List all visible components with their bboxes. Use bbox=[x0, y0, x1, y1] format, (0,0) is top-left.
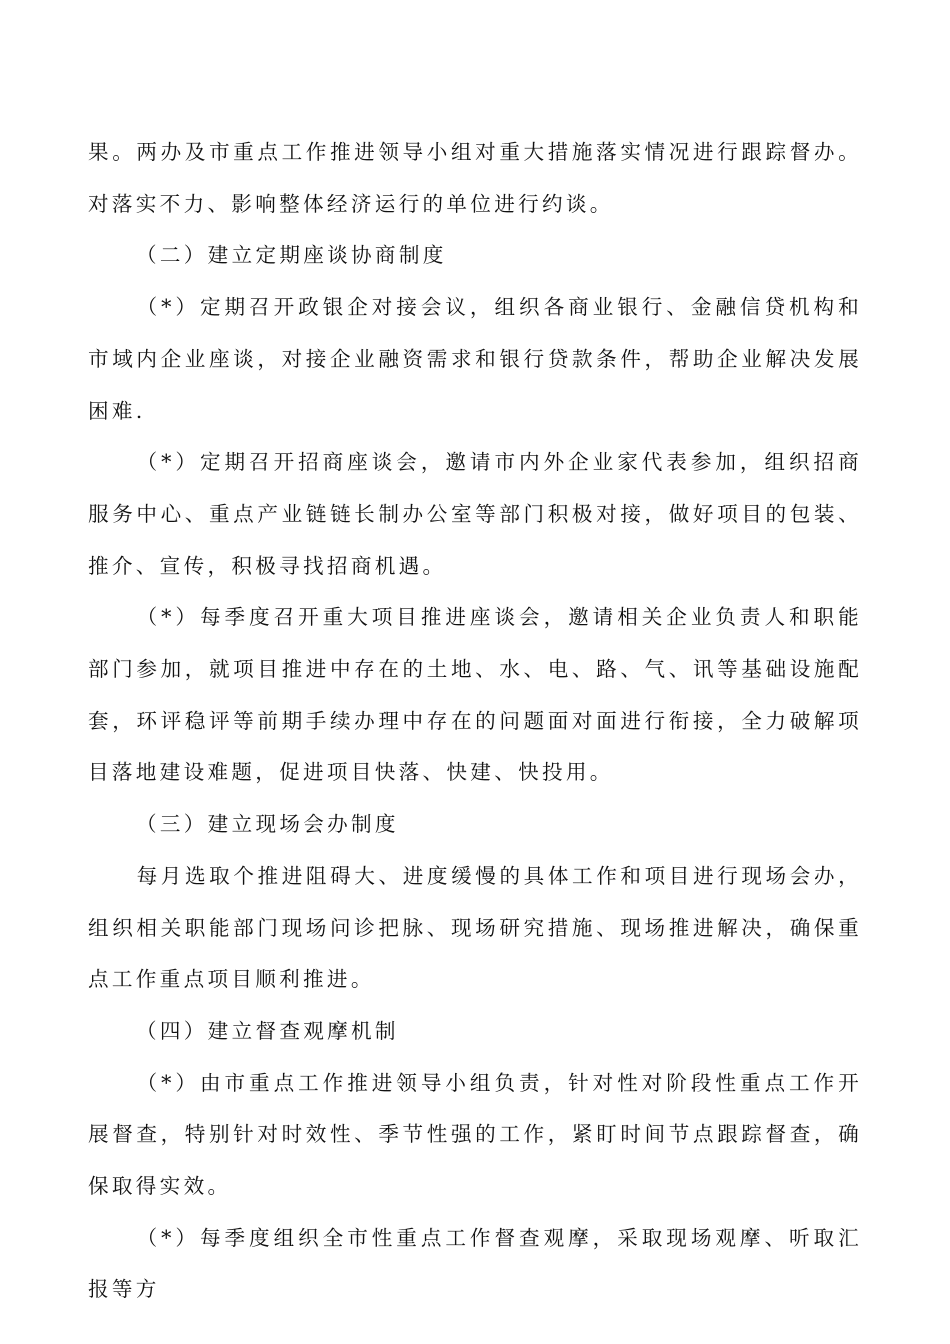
paragraph-bank-enterprise-meeting: （*）定期召开政银企对接会议，组织各商业银行、金融信贷机构和市域内企业座谈，对接企业融资需求和银行贷款条件，帮助企业解决发展困难. bbox=[88, 295, 862, 423]
paragraph-continuation: 果。两办及市重点工作推进领导小组对重大措施落实情况进行跟踪督办。对落实不力、影响整体经济运行的单位进行约谈。 bbox=[88, 140, 862, 216]
section-heading-4: （四）建立督查观摩机制 bbox=[136, 1018, 399, 1043]
section-heading-3: （三）建立现场会办制度 bbox=[136, 812, 399, 837]
paragraph-supervision: （*）由市重点工作推进领导小组负责，针对性对阶段性重点工作开展督查，特别针对时效性、季节性强的工作，紧盯时间节点跟踪督查，确保取得实效。 bbox=[88, 1070, 862, 1199]
document-page bbox=[88, 127, 862, 1316]
paragraph-quarterly-observation: （*）每季度组织全市性重点工作督查观摩，采取现场观摩、听取汇报等方 bbox=[88, 1225, 862, 1302]
section-heading-2: （二）建立定期座谈协商制度 bbox=[136, 243, 447, 268]
paragraph-investment-meeting: （*）定期召开招商座谈会，邀请市内外企业家代表参加，组织招商服务中心、重点产业链链长制办公室等部门积极对接，做好项目的包装、推介、宣传，积极寻找招商机遇。 bbox=[88, 450, 862, 578]
paragraph-onsite-meeting: 每月选取个推进阻碍大、进度缓慢的具体工作和项目进行现场会办，组织相关职能部门现场问诊把脉、现场研究措施、现场推进解决，确保重点工作重点项目顺利推进。 bbox=[88, 863, 862, 992]
paragraph-project-promotion-meeting: （*）每季度召开重大项目推进座谈会，邀请相关企业负责人和职能部门参加，就项目推进中存在的土地、水、电、路、气、讯等基础设施配套，环评稳评等前期手续办理中存在的问题面对面进行衔接，全力破解项目落地建设难题，促进项目快落、快建、快投用。 bbox=[88, 605, 862, 785]
